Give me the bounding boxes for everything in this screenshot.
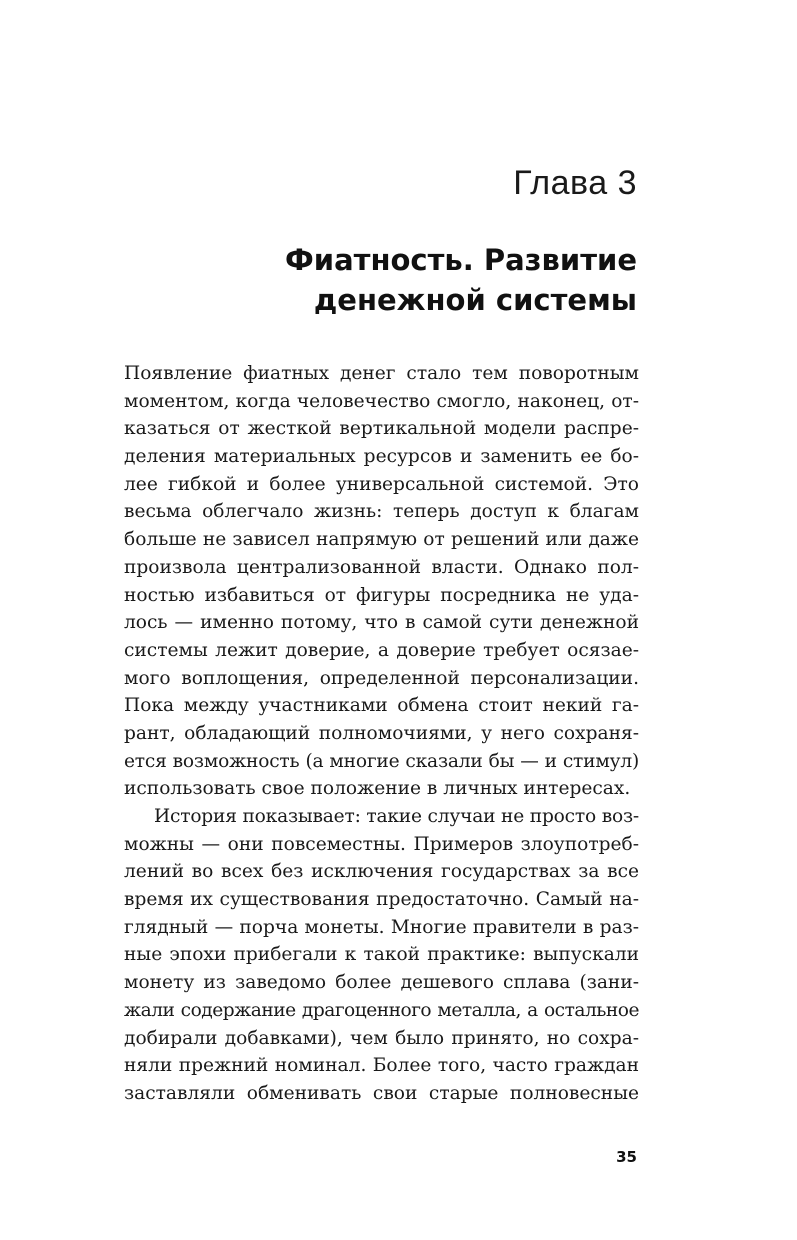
- text-line: Пока между участниками обмена стоит некий га-: [124, 695, 639, 717]
- chapter-label: Глава 3: [513, 164, 637, 202]
- text-line: монету из заведомо более дешевого сплава (зани-: [124, 972, 639, 994]
- text-line: можны — они повсеместны. Примеров злоупотреб-: [124, 833, 639, 855]
- text-line: больше не зависел напрямую от решений или даже: [124, 529, 639, 551]
- text-line: использовать свое положение в личных интересах.: [124, 778, 631, 800]
- text-line: лось — именно потому, что в самой сути денежной: [124, 612, 639, 634]
- chapter-title-line: Фиатность. Развитие: [284, 243, 637, 277]
- chapter-title: [117, 240, 637, 320]
- text-line: моментом, когда человечество смогло, наконец, от-: [124, 390, 639, 412]
- text-line: ностью избавиться от фигуры посредника не уда-: [124, 584, 639, 606]
- text-line: ные эпохи прибегали к такой практике: выпускали: [124, 944, 639, 966]
- text-line: няли прежний номинал. Более того, часто граждан: [124, 1055, 639, 1077]
- text-line: лений во всех без исключения государствах за все: [124, 861, 639, 883]
- page-number: 35: [616, 1148, 637, 1166]
- text-line: жали содержание драгоценного металла, а остальное: [124, 999, 639, 1021]
- text-line: История показывает: такие случаи не просто воз-: [154, 806, 639, 827]
- text-line: системы лежит доверие, а доверие требует осязае-: [124, 639, 639, 661]
- text-line: рант, обладающий полномочиями, у него сохраня-: [124, 722, 639, 744]
- text-line: весьма облегчало жизнь: теперь доступ к благам: [124, 501, 639, 523]
- text-line: произвола централизованной власти. Однако пол-: [124, 556, 639, 578]
- text-line: глядный — порча монеты. Многие правители в раз-: [124, 916, 639, 938]
- text-line: лее гибкой и более универсальной системой. Это: [124, 473, 639, 495]
- text-line: деления материальных ресурсов и заменить ее бо-: [124, 446, 639, 468]
- text-line: ется возможность (а многие сказали бы — и стимул): [124, 750, 639, 772]
- text-line: заставляли обменивать свои старые полновесные: [124, 1082, 639, 1104]
- text-line: казаться от жесткой вертикальной модели распре-: [124, 418, 639, 440]
- text-line: Появление фиатных денег стало тем поворотным: [124, 363, 639, 384]
- text-line: добирали добавками), чем было принято, но сохра-: [124, 1027, 639, 1049]
- text-line: время их существования предостаточно. Самый на-: [124, 889, 639, 911]
- text-line: мого воплощения, определенной персонализации.: [124, 667, 639, 689]
- chapter-title-line: денежной системы: [313, 283, 637, 317]
- body-text: [124, 360, 639, 1108]
